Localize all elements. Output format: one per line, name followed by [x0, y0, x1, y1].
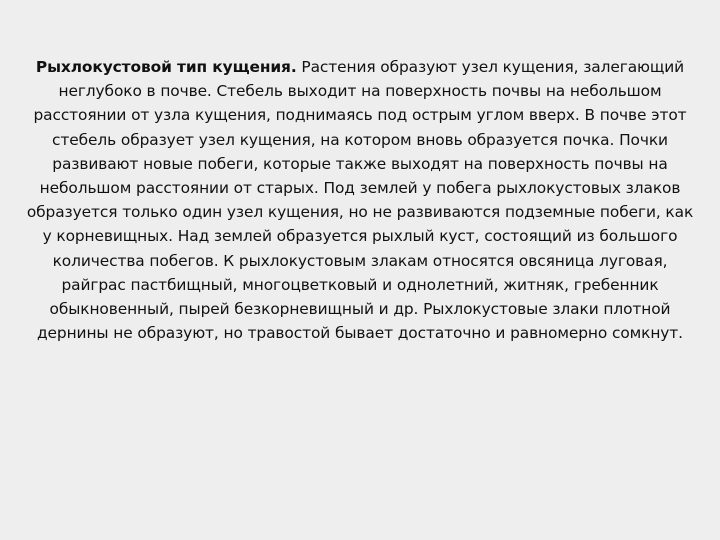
paragraph-body: Растения образуют узел кущения, залегающий неглубоко в почве. Стебель выходит на поверхность почвы на небольшом расстоянии от узла кущения, поднимаясь под острым углом вверх. В почве этот стебель образует узел кущения, на котором вновь образуется почка. Почки развивают новые побеги, которые также выходят на поверхность почвы на небольшом расстоянии от старых. Под землей у побега рыхлокустовых злаков образуется только один узел кущения, но не развиваются подземные побеги, как у корневищных. Над землей образуется рыхлый куст, состоящий из большого количества побегов. К рыхлокустовым злакам относятся овсяница луговая, райграс пастбищный, многоцветковый и однолетний, житняк, гребенник обыкновенный, пырей безкорневищный и др. Рыхлокустовые злаки плотной дернины не образуют, но травостой бывает достаточно и равномерно сомкнут. — [26, 58, 694, 343]
term-heading: Рыхлокустовой тип кущения. — [35, 58, 297, 76]
paragraph — [22, 55, 698, 345]
